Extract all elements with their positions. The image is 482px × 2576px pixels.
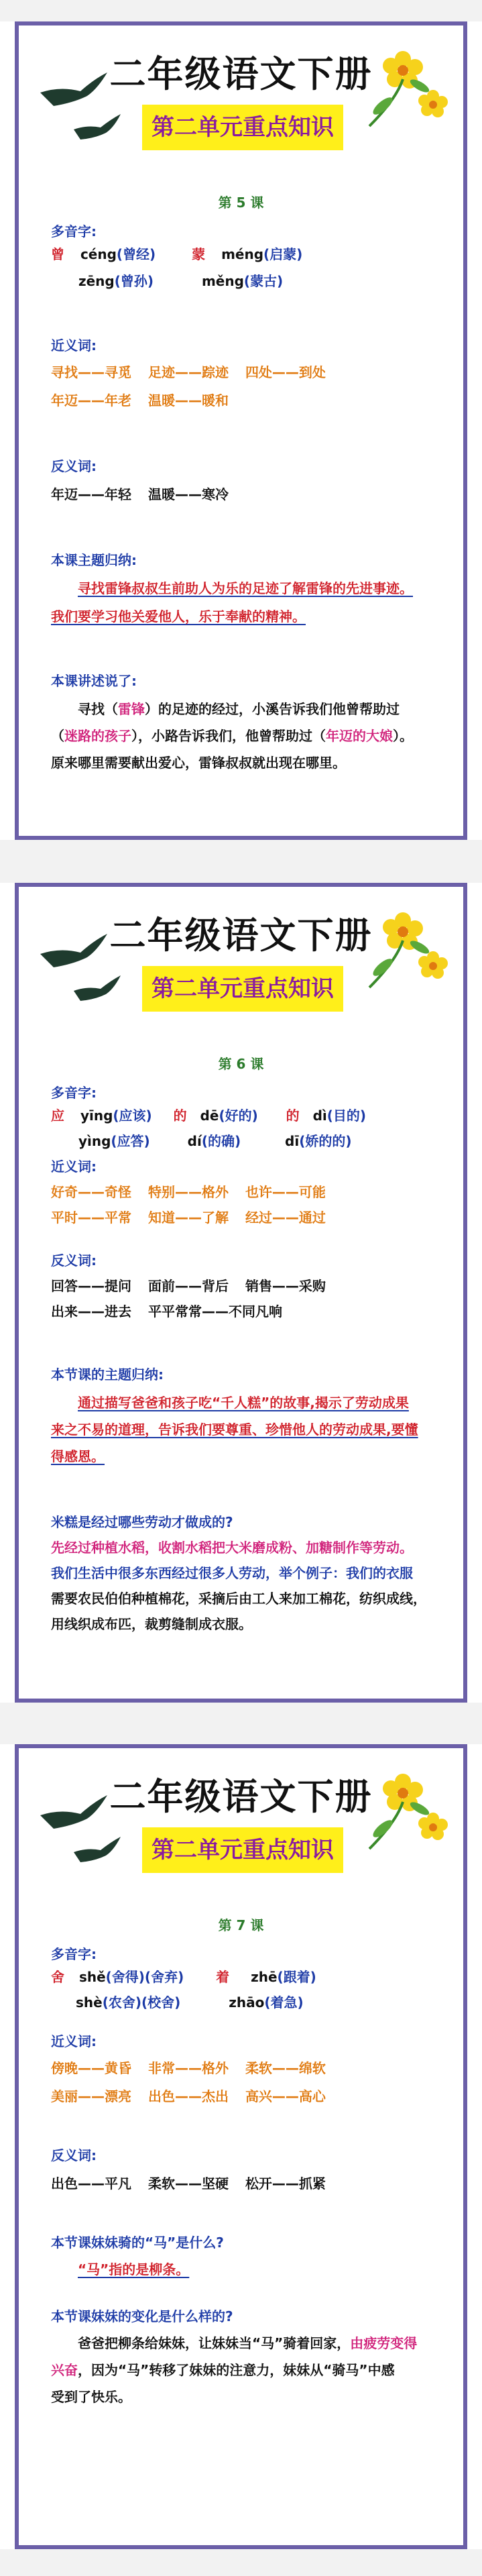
section-label: 反义词: — [51, 1252, 97, 1269]
word-pair: 四处——到处 — [245, 364, 326, 380]
word-pair: 温暖——寒冷 — [147, 486, 229, 502]
synonym-row: 平时——平常 知道——了解 经过——通过 — [51, 1210, 326, 1226]
section-label: 近义词: — [51, 337, 97, 354]
page-title: 二年级语文下册 — [109, 52, 373, 95]
synonym-row: 好奇——奇怪 特别——格外 也许——可能 — [51, 1184, 326, 1200]
lesson-number: 第 5 课 — [218, 195, 264, 211]
pinyin: zēng — [78, 273, 115, 289]
theme-line: 我们要学习他关爱他人，乐于奉献的精神。 — [51, 608, 306, 625]
section-label: 多音字: — [51, 223, 97, 239]
polyphone-section — [51, 1081, 443, 1152]
antonym-row: 回答——提问 面前——背后 销售——采购 — [51, 1278, 326, 1294]
polyphone-row: 应 yīng(应该) 的 dē(好的) 的 dì(目的) — [51, 1108, 367, 1124]
story-line: 原来哪里需要献出爱心，雷锋叔叔就出现在哪里。 — [51, 755, 346, 771]
word-pair: 足迹——踪迹 — [147, 364, 229, 380]
section-label: 多音字: — [51, 1085, 97, 1101]
polyphone-row: 舍 shě(舍得)(舍弃) 着 zhē(跟着) — [51, 1969, 316, 1985]
polyphone-section — [51, 1943, 443, 2014]
page-title: 二年级语文下册 — [109, 1775, 373, 1818]
story-line: （迷路的孩子），小路告诉我们，他曾帮助过（年迈的大娘）。 — [51, 728, 413, 744]
theme-section: 本节课的主题归纳: 通过描写爸爸和孩子吃“千人糕”的故事,揭示了劳动成果 来之不易的道理，告诉我们要尊重、珍惜他人的劳动成果,要懂 得感恩。 — [51, 1363, 443, 1468]
polyphone-row — [51, 270, 443, 292]
word-pair: 寻找——寻觅 — [51, 364, 131, 380]
question-label: 本节课妹妹骑的“马”是什么? — [51, 2235, 224, 2251]
synonym-row — [51, 361, 443, 384]
top-spacer — [0, 0, 482, 21]
unit-subtitle: 第二单元重点知识 — [152, 114, 334, 141]
section-label: 本课讲述说了: — [51, 673, 137, 689]
question-label: 米糕是经过哪些劳动才做成的? — [51, 1514, 233, 1530]
question-section: 米糕是经过哪些劳动才做成的? 先经过种植水稻，收割水稻把大米磨成粉、加糖制作等劳动。 我们生活中很多东西经过很多人劳动，举个例子：我们的衣服 需要农民伯伯种植棉花，采摘后由工人来加工棉花，纺织成线， 用线织成布匹，裁剪缝制成衣服。 — [51, 1511, 443, 1635]
synonym-section — [51, 334, 443, 412]
word: (蒙古) — [243, 273, 284, 289]
section-label: 反义词: — [51, 2147, 97, 2163]
lesson-card-6 — [15, 883, 467, 1703]
antonym-row: 出来——进去 平平常常——不同凡响 — [51, 1303, 282, 1320]
section-label: 近义词: — [51, 1159, 97, 1175]
synonym-section — [51, 1155, 443, 1229]
word: (曾经) — [116, 246, 156, 262]
question-answer: “马”指的是柳条。 — [78, 2261, 190, 2277]
antonym-section — [51, 455, 443, 506]
lesson-number: 第 7 课 — [218, 1917, 264, 1933]
polyphone-row — [51, 243, 443, 266]
synonym-row: 美丽——漂亮 出色——杰出 高兴——高心 — [51, 2088, 326, 2104]
word: (启蒙) — [263, 246, 303, 262]
unit-subtitle: 第二单元重点知识 — [152, 975, 334, 1002]
word-pair: 年迈——年轻 — [51, 486, 131, 502]
theme-line: 寻找雷锋叔叔生前助人为乐的足迹了解雷锋的先进事迹。 — [78, 580, 413, 596]
pinyin: méng — [221, 246, 264, 262]
answer-highlight: 年迈的大娘 — [326, 728, 393, 744]
page-title: 二年级语文下册 — [109, 914, 373, 957]
question-section — [51, 2231, 443, 2281]
section-label: 反义词: — [51, 458, 97, 474]
question-label: 本节课妹妹的变化是什么样的? — [51, 2308, 233, 2324]
word-pair: 年迈——年老 — [51, 392, 131, 409]
poly-char: 蒙 — [192, 246, 206, 262]
section-gap — [0, 840, 482, 883]
lesson-number: 第 6 课 — [218, 1056, 264, 1072]
pinyin: měng — [201, 273, 244, 289]
antonym-row: 出色——平凡 柔软——坚硬 松开——抓紧 — [51, 2176, 326, 2192]
poly-char: 曾 — [51, 246, 64, 262]
word: (曾孙) — [114, 273, 154, 289]
story-section — [51, 669, 443, 774]
question-section: 本节课妹妹的变化是什么样的? 爸爸把柳条给妹妹，让妹妹当“马”骑着回家，由疲劳变得 兴奋，因为“马”转移了妹妹的注意力，妹妹从“骑马”中感 受到了快乐。 — [51, 2305, 443, 2408]
polyphone-section — [51, 220, 443, 292]
section-label: 本课主题归纳: — [51, 552, 137, 568]
section-label: 多音字: — [51, 1946, 97, 1962]
lesson-card-5 — [15, 21, 467, 840]
antonym-section — [51, 1249, 443, 1323]
answer-highlight: 迷路的孩子 — [64, 728, 131, 744]
synonym-row: 傍晚——黄昏 非常——格外 柔软——绵软 — [51, 2060, 326, 2076]
synonym-section — [51, 2030, 443, 2108]
theme-section — [51, 549, 443, 628]
section-gap — [0, 1703, 482, 1744]
word-pair: 温暖——暖和 — [147, 392, 229, 409]
section-label: 近义词: — [51, 2033, 97, 2049]
antonym-section — [51, 2144, 443, 2195]
answer-highlight: 雷锋 — [118, 701, 145, 717]
story-line: 寻找（雷锋）的足迹的经过，小溪告诉我们他曾帮助过 — [78, 701, 400, 717]
bottom-spacer — [0, 2549, 482, 2576]
polyphone-row: shè(农舍)(校舍) zhāo(着急) — [75, 1994, 304, 2010]
lesson-card-7 — [15, 1744, 467, 2549]
pinyin: céng — [80, 246, 117, 262]
antonym-row — [51, 483, 443, 506]
question-answer: 先经过种植水稻，收割水稻把大米磨成粉、加糖制作等劳动。 — [51, 1540, 413, 1556]
section-label: 本节课的主题归纳: — [51, 1366, 164, 1383]
polyphone-row: yìng(应答) dí(的确) dī(娇的的) — [78, 1133, 352, 1149]
synonym-row — [51, 389, 443, 412]
unit-subtitle: 第二单元重点知识 — [152, 1837, 334, 1864]
